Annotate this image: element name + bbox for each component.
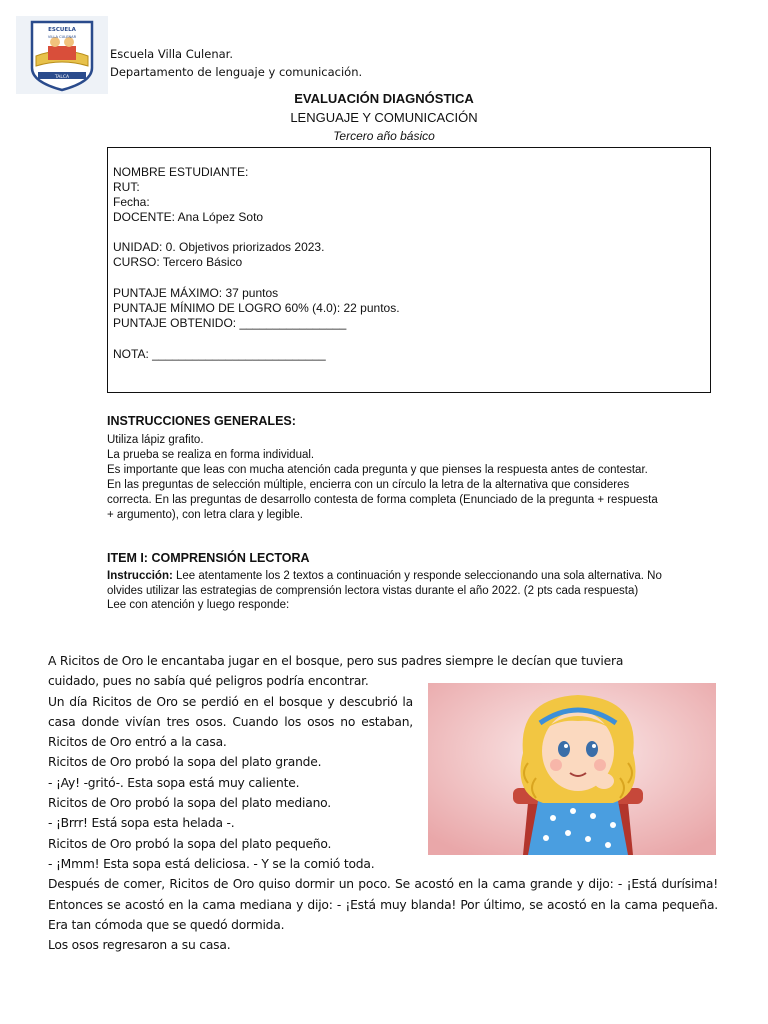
story-line: Ricitos de Oro probó la sopa del plato pequeño.: [48, 836, 332, 851]
item-instruction: [107, 569, 667, 613]
school-header: [110, 45, 362, 81]
logo-text: ESCUELA: [48, 27, 76, 33]
story-line: Ricitos de Oro probó la sopa del plato mediano.: [48, 796, 331, 811]
subject-title: LENGUAJE Y COMUNICACIÓN: [290, 110, 478, 125]
story-text: [48, 651, 718, 955]
rut-field: RUT:: [113, 180, 140, 194]
max-score-field: PUNTAJE MÁXIMO: 37 puntos: [113, 286, 279, 300]
unit-field: UNIDAD: 0. Objetivos priorizados 2023.: [113, 240, 325, 254]
school-logo: [16, 16, 108, 94]
story-paragraph: Un día Ricitos de Oro se perdió en el bosque y descubrió la casa donde vivían tres osos. Cuando los osos no estaban, Ricitos de Oro entró a la casa.: [48, 694, 413, 750]
grade-title: Tercero año básico: [333, 129, 435, 143]
story-line: Ricitos de Oro probó la sopa del plato grande.: [48, 755, 322, 770]
story-paragraph: Después de comer, Ricitos de Oro quiso dormir un poco. Se acostó en la cama grande y dijo: - ¡Está durísima! Entonces se acostó en la cama mediana y dijo: - ¡Está muy blanda! Por último, se acostó en la cama pequeña. Era tan cómoda que se quedó dormida.: [48, 877, 718, 932]
instruction-text: Lee atentamente los 2 textos a continuación y responde seleccionando una sola alternativa. No olvides utilizar las estrategias de comprensión lectora vistas durante el año 2022. (2 pts cada respuesta): [107, 570, 662, 597]
instruction-line: Es importante que leas con mucha atención cada pregunta y que pienses la respuesta antes de contestar.: [107, 464, 648, 476]
min-score-field: PUNTAJE MÍNIMO DE LOGRO 60% (4.0): 22 puntos.: [113, 301, 400, 315]
story-line: cuidado, pues no sabía qué peligros podría encontrar.: [48, 674, 369, 689]
obtained-score-field: PUNTAJE OBTENIDO: ________________: [113, 316, 347, 330]
instruction-line: En las preguntas de selección múltiple, encierra con un círculo la letra de la alternativa que consideres correcta. En las preguntas de desarrollo contesta de forma completa (Enunciado de la pregunta + respuesta + argumento), con letra clara y legible.: [107, 479, 658, 521]
instructions-list: [107, 433, 667, 523]
grade-field: NOTA: __________________________: [113, 347, 326, 361]
item-heading: ITEM I: COMPRENSIÓN LECTORA: [107, 551, 310, 565]
logo-footer: TALCA: [54, 75, 70, 80]
instructions-heading: INSTRUCCIONES GENERALES:: [107, 414, 296, 428]
read-line: Lee con atención y luego responde:: [107, 599, 290, 611]
student-info-box: [107, 147, 711, 393]
story-line: - ¡Ay! -gritó-. Esta sopa está muy caliente.: [48, 775, 300, 790]
story-line: Los osos regresaron a su casa.: [48, 938, 231, 953]
course-field: CURSO: Tercero Básico: [113, 255, 243, 269]
logo-subtext: VILLA CULENAR: [47, 35, 77, 39]
date-field: Fecha:: [113, 195, 150, 209]
instruction-line: Utiliza lápiz grafito.: [107, 434, 204, 446]
story-line: - ¡Brrr! Está sopa esta helada -.: [48, 816, 235, 831]
instruction-label: Instrucción:: [107, 570, 173, 582]
instruction-line: La prueba se realiza en forma individual.: [107, 449, 315, 461]
story-line: A Ricitos de Oro le encantaba jugar en el bosque, pero sus padres siempre le decían que tuviera: [48, 654, 624, 668]
teacher-field: DOCENTE: Ana López Soto: [113, 210, 264, 224]
department-name: Departamento de lenguaje y comunicación.: [110, 65, 363, 79]
page-title: EVALUACIÓN DIAGNÓSTICA: [294, 91, 474, 106]
school-name: Escuela Villa Culenar.: [110, 47, 233, 61]
student-name-field: NOMBRE ESTUDIANTE:: [113, 165, 249, 179]
story-line: - ¡Mmm! Esta sopa está deliciosa. - Y se la comió toda.: [48, 856, 375, 871]
